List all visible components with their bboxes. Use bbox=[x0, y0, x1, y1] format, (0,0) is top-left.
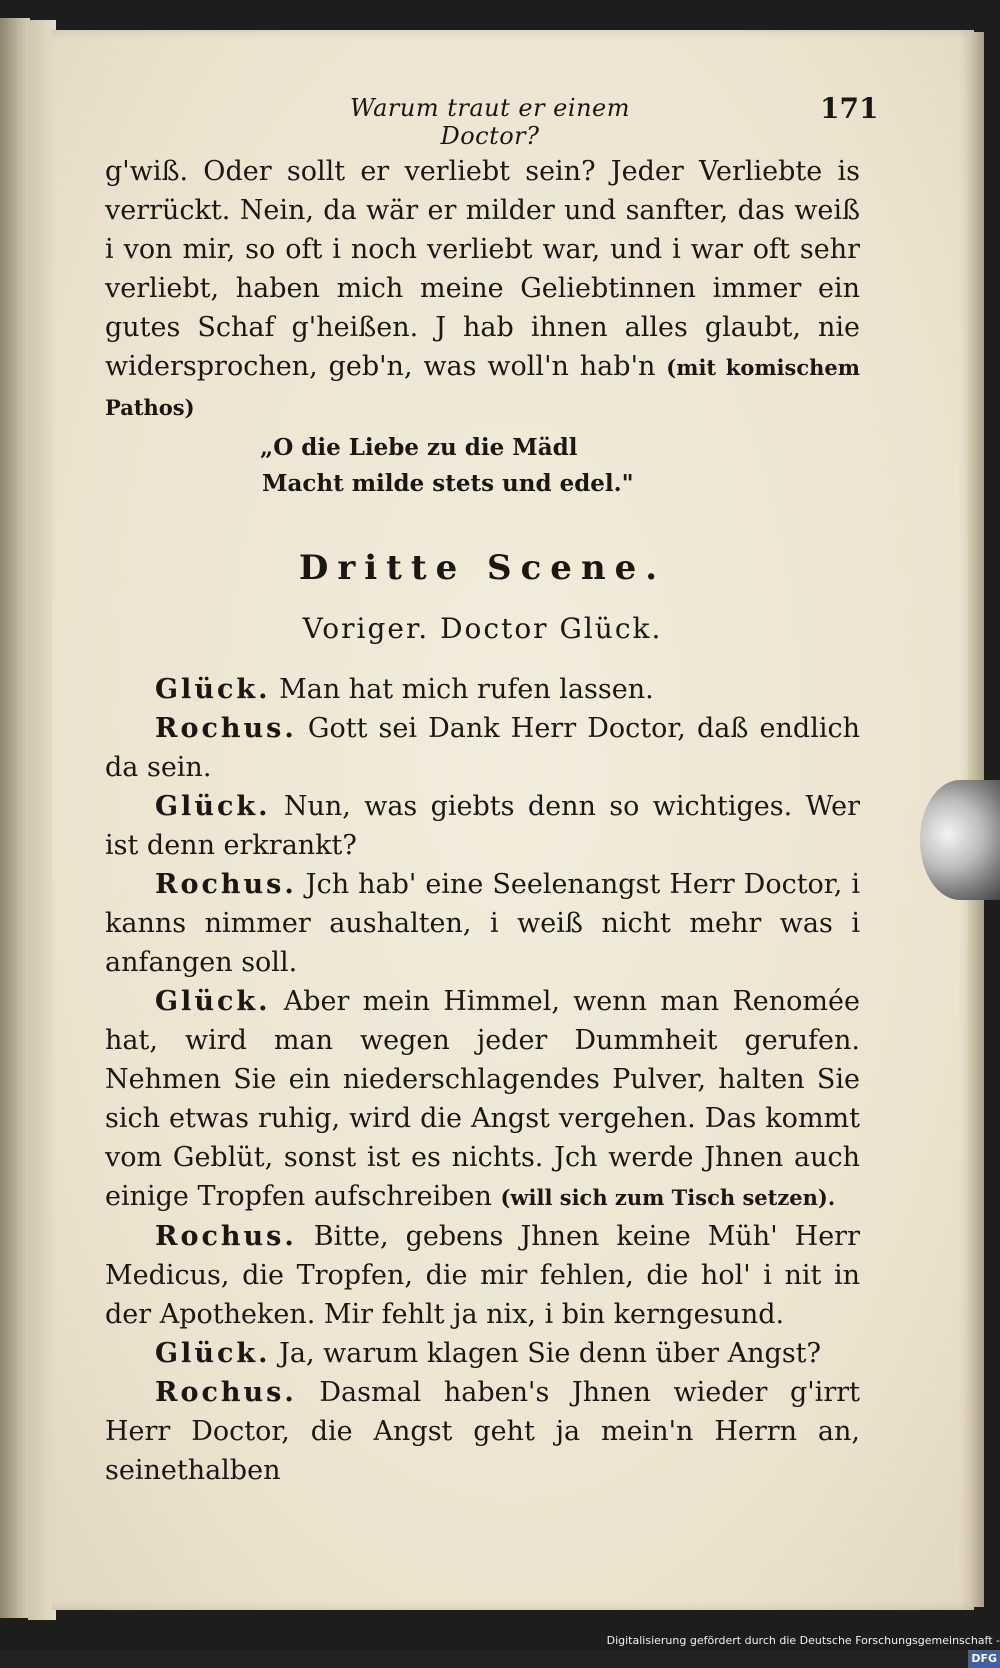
opening-paragraph bbox=[105, 152, 860, 427]
verse-line: Macht milde stets und edel." bbox=[262, 470, 634, 497]
speech-text: Nun, was giebts denn so wichtiges. Wer ist denn erkrankt? bbox=[105, 791, 860, 861]
speech-text: Dasmal haben's Jhnen wieder g'irrt Herr Doctor, die Angst geht ja mein'n Herrn an, seinethalben bbox=[105, 1377, 860, 1486]
dialogue-line bbox=[105, 1334, 860, 1373]
dialogue-line bbox=[105, 670, 860, 709]
speaker-name: Glück. bbox=[155, 674, 271, 705]
speaker-name: Glück. bbox=[155, 1338, 271, 1369]
dialogue-line bbox=[105, 865, 860, 982]
speaker-name: Glück. bbox=[155, 986, 271, 1017]
speaker-name: Glück. bbox=[155, 791, 271, 822]
verse-line: „O die Liebe zu die Mädl bbox=[260, 434, 578, 461]
speech-text: Ja, warum klagen Sie denn über Angst? bbox=[279, 1338, 822, 1369]
credit-text: Digitalisierung gefördert durch die Deutsche Forschungsgemeinschaft - bbox=[606, 1634, 1000, 1647]
scene-cast: Voriger. Doctor Glück. bbox=[302, 612, 663, 645]
dialogue-line bbox=[105, 1217, 860, 1334]
speech-text: Jch hab' eine Seelenangst Herr Doctor, i kanns nimmer aushalten, i weiß nicht mehr was i anfangen soll. bbox=[105, 869, 860, 978]
paragraph-text bbox=[105, 152, 860, 427]
stage-direction: (mit komischem Pathos) bbox=[105, 355, 860, 420]
dialogue-line bbox=[105, 1373, 860, 1490]
speech-text: Man hat mich rufen lassen. bbox=[279, 674, 654, 705]
page-clip bbox=[920, 780, 1000, 900]
page-number: 171 bbox=[820, 92, 879, 125]
dialogue bbox=[105, 670, 860, 1490]
dialogue-line bbox=[105, 982, 860, 1217]
digitization-credit bbox=[585, 1632, 1000, 1665]
speech-text: Gott sei Dank Herr Doctor, daß endlich da sein. bbox=[105, 713, 860, 783]
speaker-name: Rochus. bbox=[155, 1221, 297, 1252]
speaker-name: Rochus. bbox=[155, 1377, 297, 1408]
dialogue-line bbox=[105, 787, 860, 865]
book-spine bbox=[0, 18, 30, 1618]
running-title: Warum traut er einem Doctor? bbox=[350, 94, 630, 150]
speech-text: Aber mein Himmel, wenn man Renomée hat, wird man wegen jeder Dummheit gerufen. Nehmen Sie ein niederschlagendes Pulver, halten Sie sich etwas ruhig, wird die Angst vergehen. Das kommt vom Geblüt, sonst ist es nichts. Jch werde Jhnen auch einige Tropfen aufschreiben bbox=[105, 986, 860, 1212]
speech-text: Bitte, gebens Jhnen keine Müh' Herr Medicus, die Tropfen, die mir fehlen, die hol' i nit in der Apotheken. Mir fehlt ja nix, i bin kerngesund. bbox=[105, 1221, 860, 1330]
speaker-name: Rochus. bbox=[155, 869, 297, 900]
stage-direction: (will sich zum Tisch setzen). bbox=[500, 1185, 836, 1210]
verse-block bbox=[260, 430, 680, 502]
speaker-name: Rochus. bbox=[155, 713, 297, 744]
paragraph-body: g'wiß. Oder sollt er verliebt sein? Jeder Verliebte is verrückt. Nein, da wär er milder und sanfter, das weiß i von mir, so oft i noch verliebt war, und i war oft sehr verliebt, haben mich meine Geliebtinnen immer ein gutes Schaf g'heißen. J hab ihnen alles glaubt, nie widersprochen, geb'n, was woll'n hab'n bbox=[105, 156, 860, 382]
dfg-logo: DFG bbox=[968, 1650, 1000, 1668]
dialogue-line bbox=[105, 709, 860, 787]
scene-title: Dritte Scene. bbox=[298, 548, 667, 588]
